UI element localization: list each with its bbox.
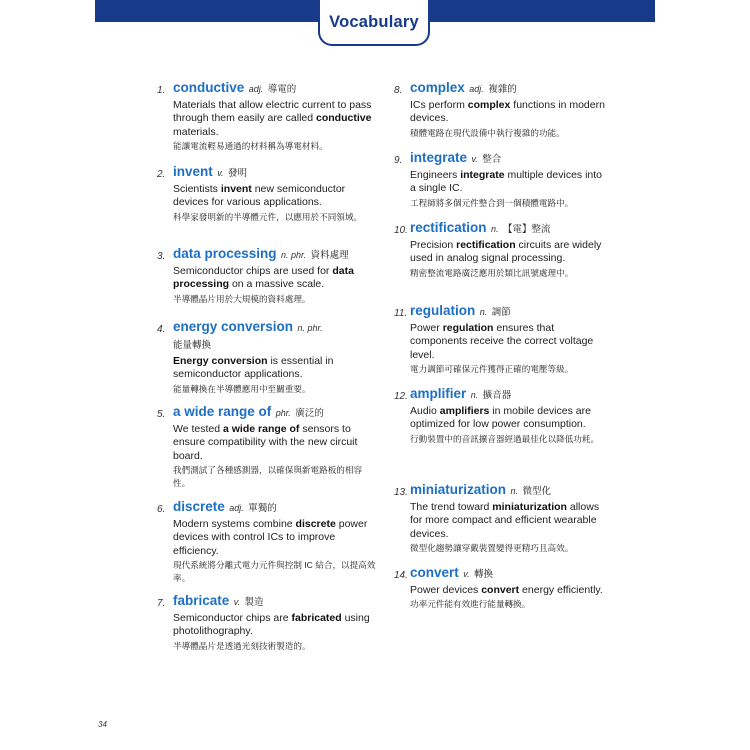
highlighted-word: complex [467,99,511,111]
example-sentence [410,405,610,432]
vocab-word: amplifier [410,386,467,401]
part-of-speech: n. phr. [280,250,307,260]
sentence-text: energy efficiently. [519,584,603,596]
sentence-text: Semiconductor chips are used for [173,265,333,277]
example-sentence [173,183,378,210]
chinese-sentence: 微型化趨勢讓穿戴裝置變得更精巧且高效。 [410,543,574,554]
sentence-text: Engineers [410,169,461,181]
chinese-sentence: 電力調節可確保元件獲得正確的電壓等級。 [410,364,574,375]
sentence-text: Power devices [410,584,482,596]
vocab-entry [394,303,610,376]
chinese-sentence: 我們測試了各種感測器，以確保與新電路板的相容性。 [173,465,363,489]
highlighted-word: data processing [173,265,354,291]
sentence-text: Modern systems combine [173,518,296,530]
sentence-text: Materials that allow electric current to pass through them easily are called [173,99,372,125]
sentence-text: ICs perform [410,99,468,111]
sentence-text: power devices with control ICs to improve efficiency. [173,518,368,557]
chinese-translation: 轉換 [474,569,494,580]
vocab-entry [394,220,610,280]
vocab-entry [394,482,610,555]
sentence-text: ensures that components receive the correct voltage level. [410,322,594,361]
highlighted-word: Energy conversion [173,355,268,367]
chinese-sentence: 功率元件能有效進行能量轉換。 [410,599,531,610]
vocab-word: convert [410,565,459,580]
chinese-sentence: 能量轉換在半導體應用中至關重要。 [173,383,311,394]
entry-headline [173,164,378,182]
example-sentence [173,355,378,382]
entry-number: 7. [157,598,166,609]
chinese-sentence: 工程師將多個元件整合到一個積體電路中。 [410,197,574,208]
part-of-speech: adj. [229,503,244,513]
entry-number: 11. [394,308,408,319]
sentence-text: using photolithography. [173,612,370,638]
example-sentence [173,99,378,139]
example-sentence [173,265,378,292]
highlighted-word: amplifiers [439,405,490,417]
example-sentence [173,518,378,558]
entry-headline [173,246,378,264]
highlighted-word: fabricated [291,612,342,624]
entry-number: 13. [394,487,408,498]
vocab-word: miniaturization [410,482,507,497]
highlighted-word: convert [481,584,520,596]
part-of-speech: v. [217,168,224,178]
sentence-text: Precision [410,239,457,251]
chinese-translation: 發明 [228,168,248,179]
entry-number: 5. [157,409,166,420]
sentence-text: on a massive scale. [229,278,325,291]
entry-headline [173,319,378,354]
chinese-translation: 擴音器 [482,390,512,401]
highlighted-word: regulation [442,322,494,334]
chinese-sentence: 精密整流電路廣泛應用於類比訊號處理中。 [410,267,574,278]
highlighted-word: invent [220,183,252,195]
example-sentence [410,169,610,196]
chinese-sentence: 現代系統將分離式電力元件與控制 IC 結合，以提高效率。 [173,560,376,584]
part-of-speech: adj. [469,84,484,94]
part-of-speech: n. [479,307,488,317]
sentence-text: circuits are widely used in analog signal processing. [410,239,602,265]
part-of-speech: n. [490,224,499,234]
entry-number: 14. [394,570,408,581]
entry-headline [410,386,610,404]
example-sentence [173,612,378,639]
highlighted-word: integrate [460,169,505,181]
vocab-entry [394,80,610,140]
example-sentence [410,239,610,266]
sentence-text: new semiconductor devices for various applications. [173,183,346,209]
part-of-speech: phr. [275,408,291,418]
vocab-word: complex [410,80,465,95]
sentence-text: sensors to ensure compatibility with the new circuit board. [173,423,358,462]
part-of-speech: v. [471,154,478,164]
chinese-translation: 資料處理 [310,250,349,261]
sentence-text: The trend toward [410,501,493,513]
vocab-word: regulation [410,303,476,318]
entry-number: 8. [394,85,403,96]
entry-number: 4. [157,324,166,335]
chinese-translation: 複雜的 [488,84,517,95]
title-tab [318,0,430,46]
vocab-entry [157,164,378,224]
example-sentence [173,423,378,463]
part-of-speech: v. [463,569,470,579]
vocab-entry [157,499,378,585]
vocab-entry [157,246,378,306]
entry-headline [410,565,610,583]
entry-number: 1. [157,85,166,96]
vocab-entry [394,565,610,611]
chinese-translation: 能量轉換 [173,340,212,351]
entry-number: 10. [394,225,408,236]
part-of-speech: n. [510,486,518,496]
vocab-word: invent [173,164,213,179]
entry-headline [410,303,610,321]
vocab-entry [157,80,378,153]
part-of-speech: n. [470,390,479,400]
chinese-translation: 整合 [482,154,502,165]
vocab-entry [394,386,610,446]
part-of-speech: n. phr. [297,323,323,333]
chinese-sentence: 能讓電流輕易通過的材料稱為導電材料。 [173,141,328,152]
vocab-entry [157,319,378,396]
sentence-text: is essential in semiconductor applications. [173,355,334,381]
entry-number: 2. [157,169,166,180]
chinese-translation: 調節 [491,307,511,318]
example-sentence [410,584,610,597]
sentence-text: materials. [173,125,219,138]
highlighted-word: discrete [295,518,336,530]
chinese-translation: 導電的 [267,84,297,95]
entry-headline [173,80,378,98]
vocab-word: discrete [173,499,225,514]
entry-headline [410,220,610,238]
entry-headline [410,80,610,98]
entry-headline [173,404,378,422]
sentence-text: allows for more compact and efficient wearable devices. [410,501,600,540]
chinese-sentence: 半導體晶片是透過光刻技術製造的。 [173,640,311,651]
entry-headline [410,150,610,168]
entry-number: 12. [394,391,408,402]
sentence-text: Scientists [173,183,221,195]
vocab-entry [157,593,378,653]
highlighted-word: conductive [316,112,372,125]
entry-number: 9. [394,155,403,166]
vocab-word: rectification [410,220,487,235]
entry-number: 3. [157,251,166,262]
sentence-text: Audio [410,405,440,417]
sentence-text: in mobile devices are optimized for low power consumption. [410,405,591,431]
highlighted-word: miniaturization [492,501,567,513]
chinese-translation: 微型化 [522,486,551,497]
sentence-text: multiple devices into a single IC. [410,169,603,195]
chinese-sentence: 積體電路在現代設備中執行複雜的功能。 [410,127,565,138]
example-sentence [410,99,610,126]
entry-headline [173,593,378,611]
vocab-word: fabricate [173,593,230,608]
vocab-entry [157,404,378,490]
chinese-translation: 【電】整流 [502,224,551,235]
vocab-word: data processing [173,246,277,261]
part-of-speech: v. [233,597,241,607]
chinese-sentence: 科學家發明新的半導體元件，以應用於不同領域。 [173,211,363,222]
sentence-text: functions in modern devices. [410,99,605,125]
chinese-translation: 廣泛的 [295,408,324,419]
entry-headline [410,482,610,500]
vocab-word: a wide range of [173,404,272,419]
vocab-entry [394,150,610,210]
highlighted-word: a wide range of [223,423,300,435]
vocab-word: energy conversion [173,319,294,334]
sentence-text: Semiconductor chips are [173,612,292,624]
vocab-word: integrate [410,150,468,165]
example-sentence [410,322,610,362]
sentence-text: We tested [173,423,223,435]
chinese-sentence: 半導體晶片用於大規模的資料處理。 [173,293,311,304]
example-sentence [410,501,610,541]
entry-number: 6. [157,504,166,515]
entry-headline [173,499,378,517]
page-number: 34 [98,720,107,729]
page-title: Vocabulary [329,12,419,31]
vocab-word: conductive [173,80,245,95]
chinese-translation: 製造 [244,597,264,608]
chinese-sentence: 行動裝置中的音訊擴音器經過最佳化以降低功耗。 [410,433,600,444]
chinese-translation: 單獨的 [248,503,277,514]
part-of-speech: adj. [248,84,264,94]
highlighted-word: rectification [456,239,516,251]
sentence-text: Power [410,322,443,334]
